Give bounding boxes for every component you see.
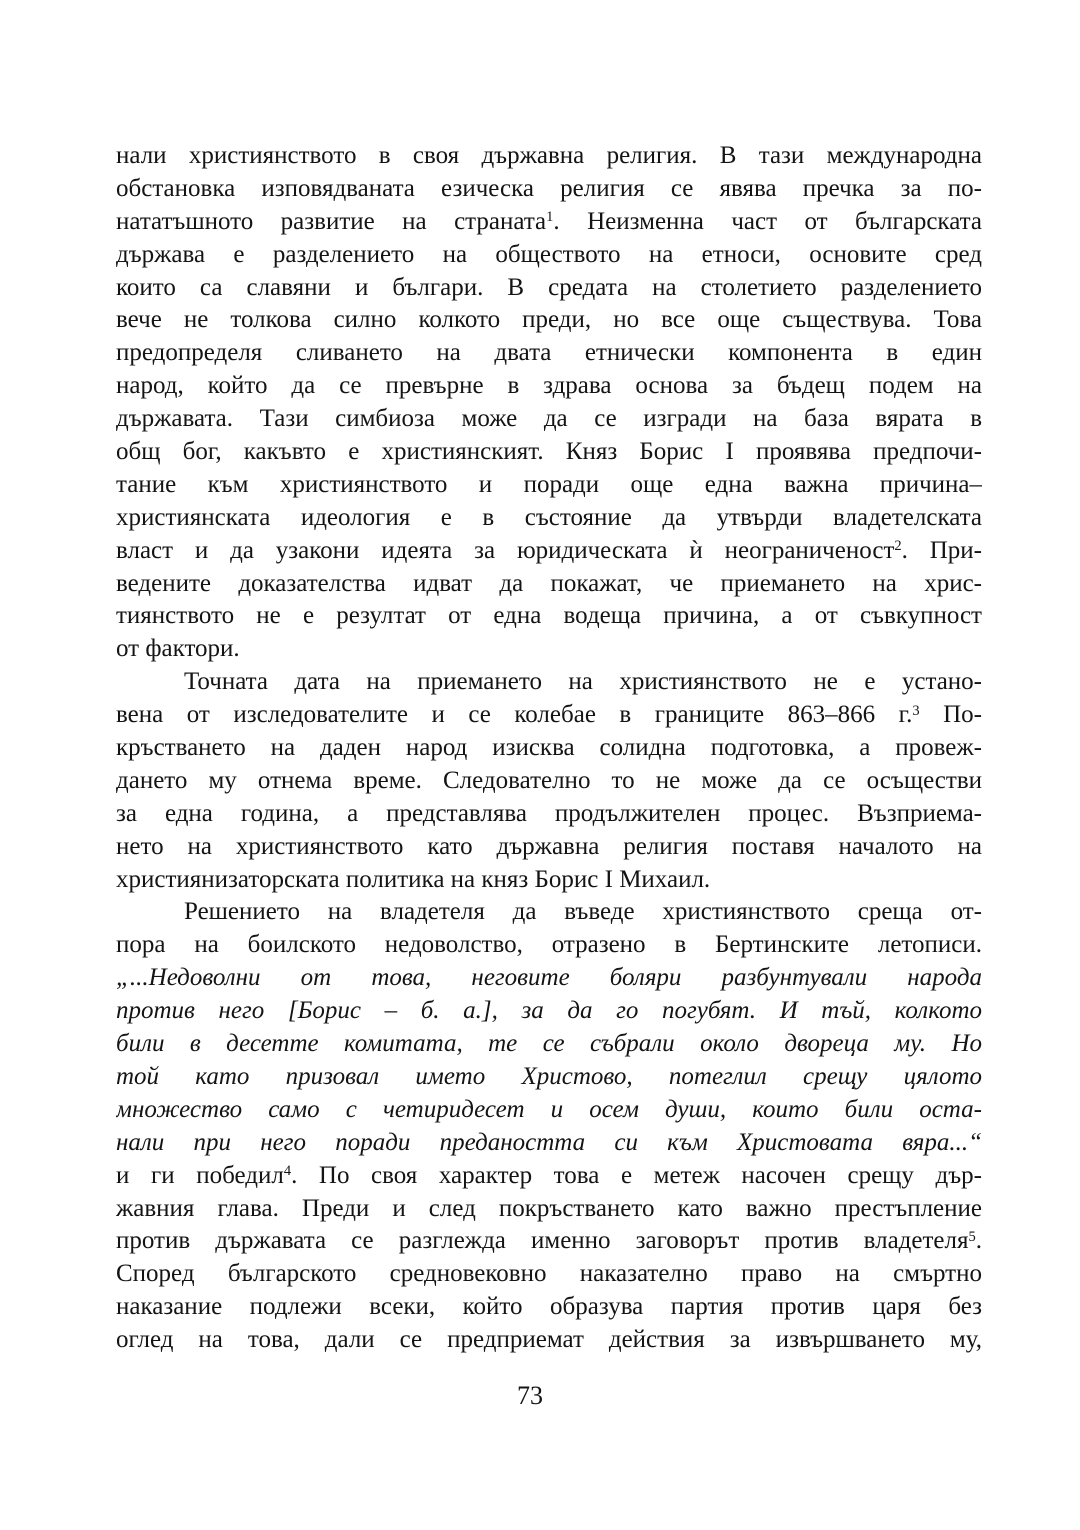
text-segment: кръстването на даден народ изисква солидна подготовка, а провеж-: [116, 734, 982, 762]
text-line: [116, 304, 982, 337]
text-line: [116, 502, 982, 535]
text-segment: държавата. Тази симбиоза може да се изгради на база вярата в: [116, 405, 982, 433]
text-line: [116, 929, 982, 962]
text-segment: оглед на това, дали се предприемат действия за извършването му,: [116, 1326, 982, 1354]
text-segment: държава е разделението на обществото на етноси, основите сред: [116, 240, 982, 268]
text-segment: . По своя характер това е метеж насочен срещу дър-: [291, 1161, 982, 1189]
text-line: [116, 239, 982, 272]
text-segment: народ, който да се превърне в здрава основа за бъдещ подем на: [116, 372, 982, 400]
text-line: [116, 272, 982, 305]
text-line: [116, 436, 982, 469]
text-line: [116, 1094, 982, 1127]
text-line: [116, 732, 982, 765]
text-segment: власт и да узакони идеята за юридическата ѝ неограниченост: [116, 536, 895, 564]
text-segment: Решението на владетеля да въведе християнството среща от-: [184, 898, 982, 926]
text-line: [116, 600, 982, 633]
page-number: 73: [517, 1381, 543, 1410]
text-line: [116, 1291, 982, 1324]
text-segment: общ бог, какъвто е християнският. Княз Борис I проявява предпочи-: [116, 438, 982, 466]
text-segment: „...Недоволни от това, неговите боляри разбунтували народа: [116, 964, 982, 992]
text-segment: Според българското средновековно наказателно право на смъртно: [116, 1260, 982, 1288]
text-segment: нали при него поради предаността си към Христовата вяра...“: [116, 1128, 982, 1156]
text-line: [116, 633, 982, 666]
text-line: [116, 1193, 982, 1226]
text-line: [116, 1258, 982, 1291]
text-segment: По-: [919, 701, 982, 729]
text-line: [116, 831, 982, 864]
text-line: [116, 1324, 982, 1357]
text-line: [116, 962, 982, 995]
text-segment: предопределя сливането на двата етнически компонента в един: [116, 339, 982, 367]
text-segment: от фактори.: [116, 635, 240, 663]
text-line: [116, 995, 982, 1028]
text-line: [116, 864, 982, 897]
text-line: [116, 896, 982, 929]
text-segment: . Неизменна част от българската: [553, 207, 982, 235]
text-line: [116, 1028, 982, 1061]
text-line: [116, 765, 982, 798]
text-segment: наказание подлежи всеки, който образува партия против царя без: [116, 1293, 982, 1321]
text-segment: против държавата се разглежда именно заговорът против владетеля: [116, 1227, 969, 1255]
text-segment: обстановка изповядваната езическа религия се явява пречка за по-: [116, 174, 982, 202]
text-segment: ведените доказателства идват да покажат, че приемането на хрис-: [116, 569, 982, 597]
text-line: [116, 568, 982, 601]
text-line: [116, 699, 982, 732]
text-line: [116, 173, 982, 206]
text-line: [116, 1061, 982, 1094]
text-line: [116, 798, 982, 831]
text-line: [116, 140, 982, 173]
text-segment: .: [975, 1227, 982, 1255]
text-segment: нето на християнството като държавна религия поставя началото на: [116, 832, 982, 860]
text-segment: Точната дата на приемането на християнството не е устано-: [184, 668, 982, 696]
text-line: [116, 1225, 982, 1258]
text-line: [116, 403, 982, 436]
text-line: [116, 337, 982, 370]
text-line: [116, 666, 982, 699]
text-segment: тание към християнството и поради още една важна причина–: [116, 470, 982, 498]
footnote-marker: 5: [968, 1228, 976, 1245]
text-segment: които са славяни и българи. В средата на столетието разделението: [116, 273, 982, 301]
text-segment: били в десетте комитата, те се събрали около двореца му. Но: [116, 1030, 982, 1058]
text-segment: нали християнството в своя държавна религия. В тази международна: [116, 142, 982, 169]
text-segment: християнизаторската политика на княз Борис I Михаил.: [116, 865, 711, 893]
text-segment: тиянството не е резултат от една водеща причина, а от съвкупност: [116, 602, 982, 630]
text-segment: за една година, а представлява продължителен процес. Възприема-: [116, 799, 982, 827]
footnote-marker: 1: [546, 209, 554, 226]
footnote-marker: 3: [912, 702, 920, 719]
text-line: [116, 1127, 982, 1160]
text-line: [116, 1160, 982, 1193]
text-line: [116, 206, 982, 239]
text-segment: дането му отнема време. Следователно то не може да се осъществи: [116, 766, 982, 794]
text-segment: християнската идеология е в състояние да утвърди владетелската: [116, 503, 982, 531]
text-segment: и ги победил: [116, 1161, 284, 1189]
text-segment: нататъшното развитие на страната: [116, 207, 547, 235]
text-segment: вече не толкова силно колкото преди, но все още съществува. Това: [116, 306, 982, 334]
text-segment: пора на боилското недоволство, отразено в Бертинските летописи.: [116, 931, 982, 959]
text-segment: множество само с четиридесет и осем души, които били оста-: [116, 1095, 982, 1123]
footnote-marker: 2: [894, 538, 902, 555]
text-segment: против него [Борис – б. а.], за да го погубят. И тъй, колкото: [116, 997, 982, 1025]
text-block: [116, 140, 982, 1357]
text-segment: той като призовал името Христово, потеглил срещу цялото: [116, 1062, 982, 1090]
text-segment: . При-: [901, 536, 982, 564]
text-segment: жавния глава. Преди и след покръстването като важно престъпление: [116, 1194, 982, 1222]
text-line: [116, 370, 982, 403]
text-line: [116, 469, 982, 502]
text-segment: вена от изследователите и се колебае в границите 863–866 г.: [116, 701, 913, 729]
footnote-marker: 4: [283, 1163, 292, 1180]
text-line: [116, 535, 982, 568]
